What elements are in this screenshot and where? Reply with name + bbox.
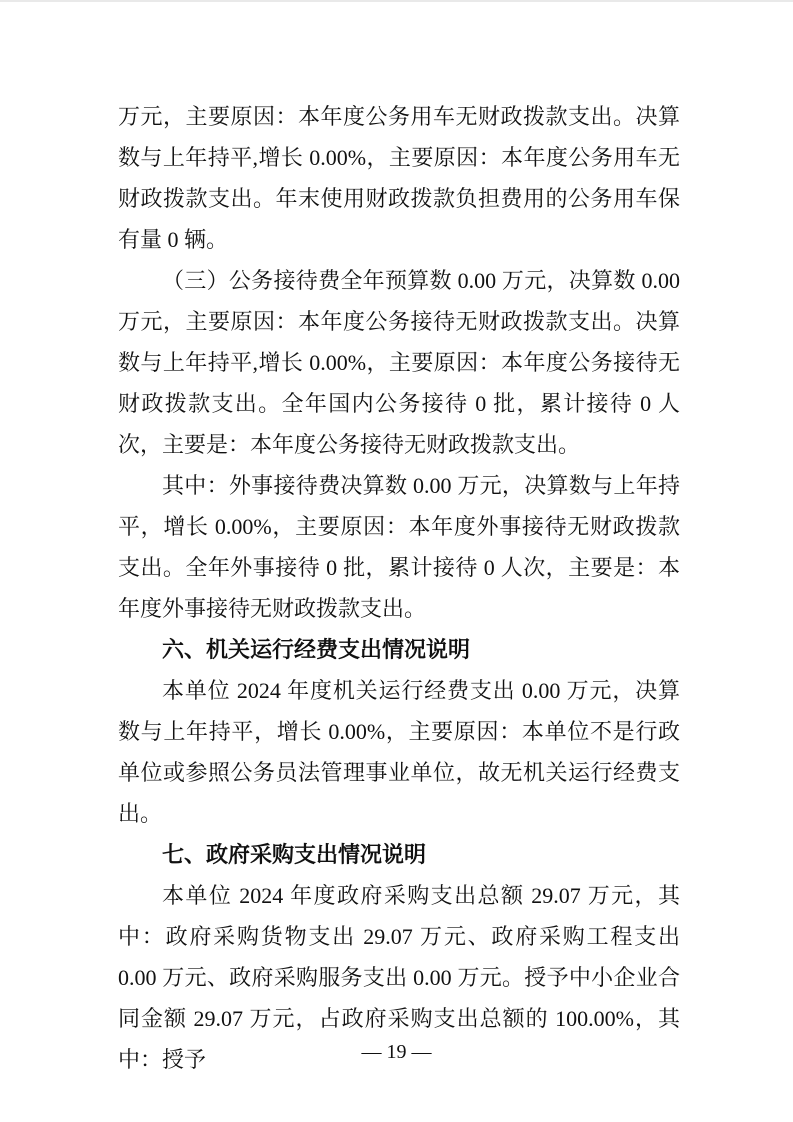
section-heading: 七、政府采购支出情况说明 xyxy=(162,842,427,867)
document-body xyxy=(118,96,680,1080)
body-paragraph: （三）公务接待费全年预算数 0.00 万元，决算数 0.00 万元，主要原因：本年度公务接待无财政拨款支出。决算数与上年持平,增长 0.00%，主要原因：本年度公务接待无财政拨款支出。全年国内公务接待 0 批，累计接待 0 人次，主要是：本年度公务接待无财政拨款支出。 xyxy=(118,268,680,457)
section-heading: 六、机关运行经费支出情况说明 xyxy=(162,637,471,662)
page-top-edge xyxy=(0,0,793,2)
body-paragraph: 本单位 2024 年度机关运行经费支出 0.00 万元，决算数与上年持平，增长 0.00%，主要原因：本单位不是行政单位或参照公务员法管理事业单位，故无机关运行经费支出。 xyxy=(118,678,680,826)
body-paragraph: 本单位 2024 年度政府采购支出总额 29.07 万元，其中：政府采购货物支出 29.07 万元、政府采购工程支出 0.00 万元、政府采购服务支出 0.00 万元。授予中小企业合同金额 29.07 万元，占政府采购支出总额的 100.00%，其中：授予 xyxy=(118,883,680,1072)
page-number: — 19 — xyxy=(361,1041,432,1063)
body-paragraph: 其中：外事接待费决算数 0.00 万元，决算数与上年持平，增长 0.00%，主要原因：本年度外事接待无财政拨款支出。全年外事接待 0 批，累计接待 0 人次，主要是：本年度外事接待无财政拨款支出。 xyxy=(118,473,680,621)
body-paragraph: 万元，主要原因：本年度公务用车无财政拨款支出。决算数与上年持平,增长 0.00%，主要原因：本年度公务用车无财政拨款支出。年末使用财政拨款负担费用的公务用车保有量 0 辆。 xyxy=(118,104,680,252)
